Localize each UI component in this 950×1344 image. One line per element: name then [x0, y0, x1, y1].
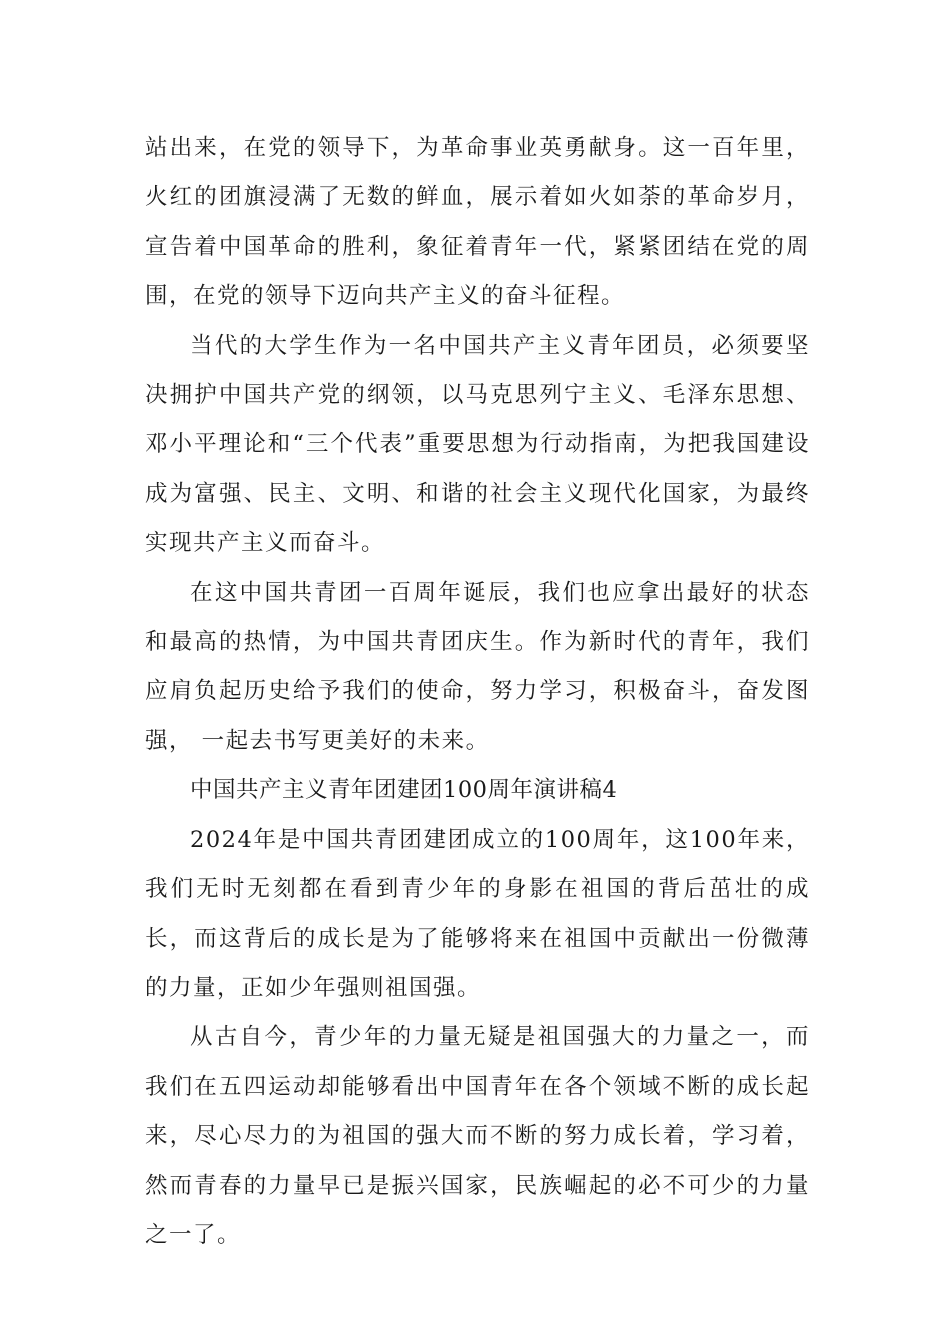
paragraph-2024-anniversary: 2024年是中国共青团建团成立的100周年，这100年来，我们无时无刻都在看到青少年的身影在祖国的背后茁壮的成长，而这背后的成长是为了能够将来在祖国中贡献出一份微薄的力量，正如少年强则祖国强。	[145, 826, 810, 1001]
paragraph-continuation: 站出来，在党的领导下，为革命事业英勇献身。这一百年里，火红的团旗浸满了无数的鲜血，展示着如火如荼的革命岁月，宣告着中国革命的胜利，象征着青年一代，紧紧团结在党的周围，在党的领导下迈向共产主义的奋斗征程。	[145, 135, 810, 310]
speech-title: 中国共产主义青年团建团100周年演讲稿4	[190, 777, 618, 804]
paragraph-league-member-duty: 当代的大学生作为一名中国共产主义青年团员，必须要坚决拥护中国共产党的纲领，以马克思列宁主义、毛泽东思想、邓小平理论和“三个代表”重要思想为行动指南，为把我国建设成为富强、民主、文明、和谐的社会主义现代化国家，为最终实现共产主义而奋斗。	[145, 332, 810, 557]
paragraph-youth-strength: 从古自今，青少年的力量无疑是祖国强大的力量之一，而我们在五四运动却能够看出中国青年在各个领域不断的成长起来，尽心尽力的为祖国的强大而不断的努力成长着，学习着，然而青春的力量早已是振兴国家，民族崛起的必不可少的力量之一了。	[145, 1024, 810, 1248]
paragraph-centenary-celebration: 在这中国共青团一百周年诞辰，我们也应拿出最好的状态和最高的热情，为中国共青团庆生。作为新时代的青年，我们应肩负起历史给予我们的使命，努力学习，积极奋斗，奋发图强， 一起去书写更美好的未来。	[145, 579, 810, 754]
